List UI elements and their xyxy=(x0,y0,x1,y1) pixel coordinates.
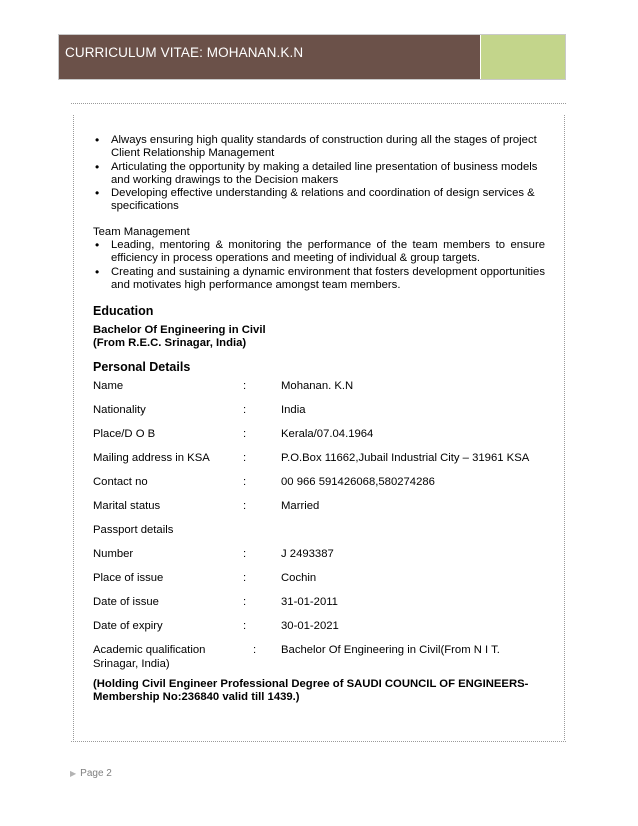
table-row xyxy=(93,452,545,476)
page-number: Page 2 xyxy=(80,768,112,779)
detail-label: Name xyxy=(93,380,124,393)
detail-value: Bachelor Of Engineering in Civil(From N I T. xyxy=(281,644,500,657)
table-row xyxy=(93,380,545,404)
detail-label: Date of expiry xyxy=(93,620,163,633)
personal-details-table xyxy=(93,380,545,644)
list-item: • Leading, mentoring & monitoring the performance of the team members to ensure efficiency in process operations and meeting of individual & group targets. xyxy=(93,239,545,266)
list-item: • Creating and sustaining a dynamic environment that fosters development opportunities and motivates high performance amongst team members. xyxy=(93,266,545,293)
document-title: CURRICULUM VITAE: MOHANAN.K.N xyxy=(65,45,304,60)
education-degree: Bachelor Of Engineering in Civil xyxy=(93,323,266,336)
detail-separator: : xyxy=(243,428,247,441)
table-row xyxy=(93,404,545,428)
detail-separator: : xyxy=(243,620,247,633)
professional-degree-note: (Holding Civil Engineer Professional Degree of SAUDI COUNCIL OF ENGINEERS- Membership No:236840 valid till 1439.) xyxy=(93,678,529,704)
passport-details-title: Passport details xyxy=(93,524,174,537)
detail-label: Marital status xyxy=(93,500,161,513)
academic-continuation: Srinagar, India) xyxy=(93,657,170,670)
table-row xyxy=(93,500,545,524)
bottom-divider xyxy=(71,741,566,742)
detail-separator: : xyxy=(243,500,247,513)
list-item: • Always ensuring high quality standards of construction during all the stages of project Client Relationship Management xyxy=(93,134,545,161)
detail-label: Academic qualification xyxy=(93,644,206,657)
detail-label: Contact no xyxy=(93,476,148,489)
detail-label: Place/D O B xyxy=(93,428,156,441)
education-institution: (From R.E.C. Srinagar, India) xyxy=(93,336,247,349)
list-item: • Articulating the opportunity by making a detailed line presentation of business models and working drawings to the Decision makers xyxy=(93,161,545,188)
detail-value: India xyxy=(281,404,306,417)
detail-separator: : xyxy=(243,596,247,609)
detail-label: Date of issue xyxy=(93,596,159,609)
table-row xyxy=(93,572,545,596)
detail-separator: : xyxy=(243,404,247,417)
page-content xyxy=(93,134,545,705)
detail-value: 30-01-2021 xyxy=(281,620,339,633)
team-management-title: Team Management xyxy=(93,225,190,238)
table-row xyxy=(93,548,545,572)
team-management-list xyxy=(93,239,545,292)
list-item: • Developing effective understanding & relations and coordination of design services & specifications xyxy=(93,187,545,214)
table-row xyxy=(93,428,545,452)
table-row xyxy=(93,476,545,500)
detail-value: Married xyxy=(281,500,320,513)
detail-separator: : xyxy=(243,380,247,393)
detail-value: Kerala/07.04.1964 xyxy=(281,428,374,441)
header-accent-block xyxy=(480,35,565,79)
academic-qualification-table xyxy=(93,644,545,657)
detail-separator: : xyxy=(243,548,247,561)
personal-details-heading: Personal Details xyxy=(93,360,191,375)
responsibilities-list xyxy=(93,134,545,214)
detail-value: Cochin xyxy=(281,572,317,585)
detail-separator: : xyxy=(243,572,247,585)
header-banner xyxy=(58,34,566,80)
detail-separator: : xyxy=(243,476,247,489)
detail-value: Mohanan. K.N xyxy=(281,380,354,393)
triangle-right-icon: ▶ xyxy=(70,769,77,778)
detail-value: P.O.Box 11662,Jubail Industrial City – 31961 KSA xyxy=(281,452,530,465)
detail-label: Place of issue xyxy=(93,572,164,585)
table-row xyxy=(93,620,545,644)
detail-value: 31-01-2011 xyxy=(281,596,338,609)
detail-separator: : xyxy=(253,644,257,657)
page-footer xyxy=(70,768,112,779)
detail-label: Mailing address in KSA xyxy=(93,452,210,465)
education-heading: Education xyxy=(93,304,154,319)
detail-value: J 2493387 xyxy=(281,548,334,561)
table-row xyxy=(93,644,545,657)
table-row xyxy=(93,524,545,548)
table-row xyxy=(93,596,545,620)
top-divider xyxy=(71,103,566,104)
detail-separator: : xyxy=(243,452,247,465)
detail-label: Nationality xyxy=(93,404,146,417)
detail-label: Number xyxy=(93,548,134,561)
detail-value: 00 966 591426068,580274286 xyxy=(281,476,435,489)
